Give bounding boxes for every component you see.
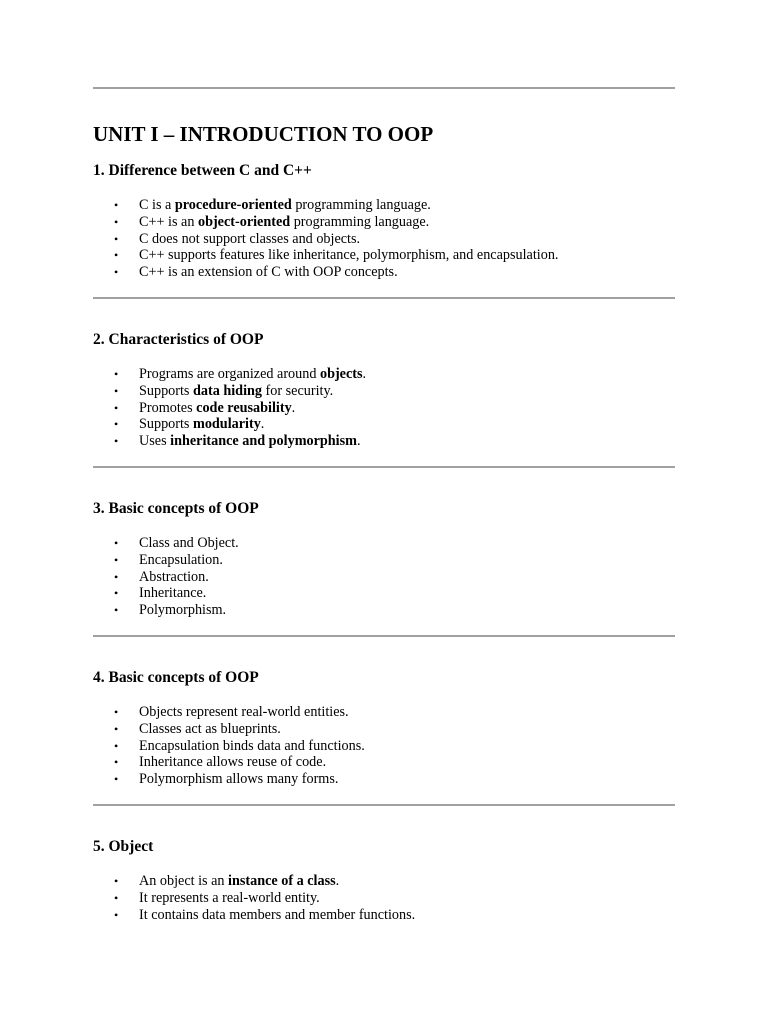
list-item: • Polymorphism. — [139, 602, 675, 619]
list-item: • It represents a real-world entity. — [139, 890, 675, 907]
list-item: • Abstraction. — [139, 569, 675, 586]
top-divider — [93, 87, 675, 89]
section-heading: 5. Object — [93, 837, 154, 855]
list-item: • Uses inheritance and polymorphism. — [139, 433, 675, 450]
list-item: • Objects represent real-world entities. — [139, 704, 675, 721]
list-item: • C does not support classes and objects. — [139, 231, 675, 248]
list-item: • Promotes code reusability. — [139, 400, 675, 417]
section-basic-concepts-2 — [93, 669, 675, 806]
section-object — [93, 838, 675, 923]
list-item: • Encapsulation. — [139, 552, 675, 569]
bullet-list — [93, 366, 675, 450]
bullet-list — [93, 704, 675, 788]
list-item: • C++ is an object-oriented programming language. — [139, 214, 675, 231]
bullet-list — [93, 873, 675, 923]
section-c-vs-cpp — [93, 162, 675, 299]
section-heading: 3. Basic concepts of OOP — [93, 499, 259, 517]
list-item: • Supports data hiding for security. — [139, 383, 675, 400]
list-item: • C is a procedure-oriented programming language. — [139, 197, 675, 214]
section-heading: 4. Basic concepts of OOP — [93, 668, 259, 686]
section-heading: 2. Characteristics of OOP — [93, 330, 264, 348]
list-item: • Programs are organized around objects. — [139, 366, 675, 383]
list-item: • Polymorphism allows many forms. — [139, 771, 675, 788]
list-item: • C++ supports features like inheritance, polymorphism, and encapsulation. — [139, 247, 675, 264]
list-item: • Inheritance allows reuse of code. — [139, 754, 675, 771]
list-item: • Encapsulation binds data and functions. — [139, 738, 675, 755]
section-divider — [93, 635, 675, 637]
list-item: • It contains data members and member functions. — [139, 907, 675, 924]
list-item: • C++ is an extension of C with OOP concepts. — [139, 264, 675, 281]
bullet-list — [93, 197, 675, 281]
bullet-list — [93, 535, 675, 619]
list-item: • Classes act as blueprints. — [139, 721, 675, 738]
section-basic-concepts — [93, 500, 675, 637]
section-characteristics — [93, 331, 675, 468]
list-item: • Inheritance. — [139, 585, 675, 602]
list-item: • Class and Object. — [139, 535, 675, 552]
section-divider — [93, 804, 675, 806]
list-item: • Supports modularity. — [139, 416, 675, 433]
section-heading: 1. Difference between C and C++ — [93, 162, 312, 179]
section-divider — [93, 297, 675, 299]
section-divider — [93, 466, 675, 468]
list-item: • An object is an instance of a class. — [139, 873, 675, 890]
document-page — [93, 0, 675, 923]
page-title: UNIT I – INTRODUCTION TO OOP — [93, 122, 434, 146]
